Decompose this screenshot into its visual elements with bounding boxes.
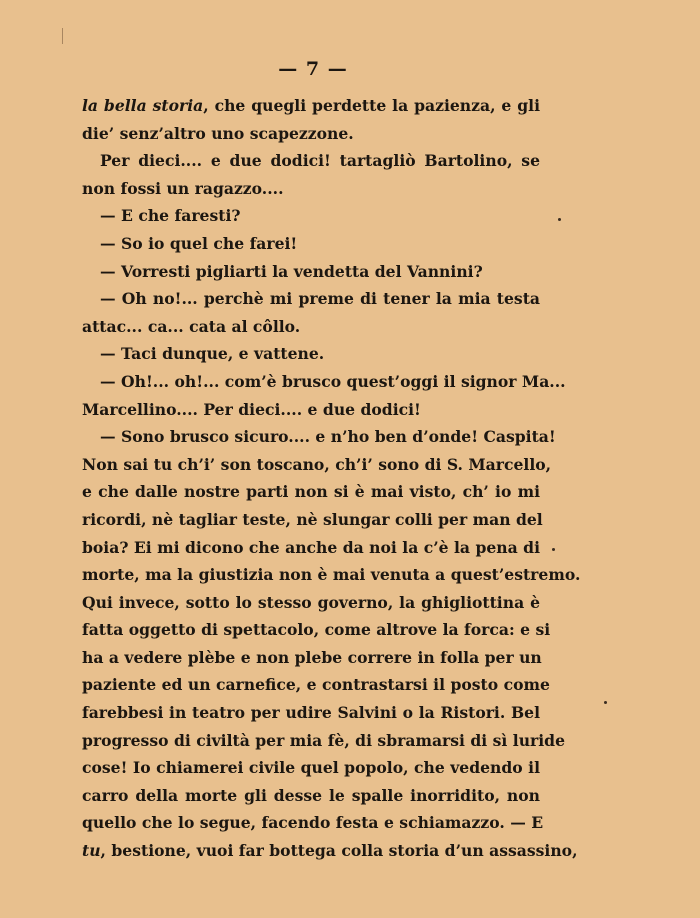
text-line: non fossi un ragazzo.... bbox=[82, 178, 284, 198]
text-line: attac... ca... cata al côllo. bbox=[82, 316, 301, 336]
text-line: — Oh!... oh!... com’è brusco quest’oggi il signor Ma... bbox=[100, 371, 566, 391]
paper-speck bbox=[558, 218, 561, 221]
text-line: Qui invece, sotto lo stesso governo, la ghigliottina è bbox=[82, 592, 540, 612]
body-text bbox=[82, 92, 581, 865]
text-line: — Oh no!... perchè mi preme di tener la mia testa bbox=[100, 289, 540, 309]
margin-mark bbox=[62, 28, 63, 44]
text-line: die’ senz’altro uno scapezzone. bbox=[82, 123, 354, 143]
text-line bbox=[82, 92, 540, 120]
text-line: — Sono brusco sicuro.... e n’ho ben d’onde! Caspita! bbox=[100, 427, 556, 447]
italic-word: tu bbox=[82, 841, 101, 861]
text-line: ricordi, nè tagliar teste, nè slungar colli per man del bbox=[82, 509, 543, 529]
line-text: , che quegli perdette la pazienza, e gli bbox=[203, 96, 540, 115]
text-line: Non sai tu ch’i’ son toscano, ch’i’ sono di S. Marcello, bbox=[82, 454, 552, 474]
text-line bbox=[82, 837, 578, 865]
text-line: cose! Io chiamerei civile quel popolo, che vedendo il bbox=[82, 758, 540, 778]
paper-speck bbox=[552, 548, 555, 551]
text-line: paziente ed un carnefice, e contrastarsi il posto come bbox=[82, 675, 550, 695]
text-line: Marcellino.... Per dieci.... e due dodici! bbox=[82, 399, 421, 419]
text-line: — So io quel che farei! bbox=[100, 233, 298, 253]
page-number: — 7 — bbox=[278, 58, 348, 80]
italic-phrase: la bella storia bbox=[82, 96, 204, 115]
text-line: ha a vedere plèbe e non plebe correre in folla per un bbox=[82, 647, 542, 667]
text-line: carro della morte gli desse le spalle inorridito, non bbox=[82, 785, 540, 805]
text-line: — Taci dunque, e vattene. bbox=[100, 344, 325, 364]
paper-speck bbox=[604, 701, 607, 704]
text-line: — E che faresti? bbox=[100, 206, 241, 226]
text-line: e che dalle nostre parti non si è mai visto, ch’ io mi bbox=[82, 482, 540, 502]
line-text: , bestione, vuoi far bottega colla storia d’un assassino, bbox=[100, 841, 578, 861]
text-line: farebbesi in teatro per udire Salvini o la Ristori. Bel bbox=[82, 703, 540, 723]
text-line: quello che lo segue, facendo festa e schiamazzo. — E bbox=[82, 813, 544, 833]
text-line: boia? Ei mi dicono che anche da noi la c’è la pena di bbox=[82, 537, 540, 557]
text-line: morte, ma la giustizia non è mai venuta a quest’estremo. bbox=[82, 565, 581, 585]
text-line: Per dieci.... e due dodici! tartagliò Bartolino, se bbox=[100, 151, 540, 171]
text-line: — Vorresti pigliarti la vendetta del Vannini? bbox=[100, 261, 483, 281]
text-line: fatta oggetto di spettacolo, come altrove la forca: e si bbox=[82, 620, 551, 640]
text-line: progresso di civiltà per mia fè, di sbramarsi di sì luride bbox=[82, 730, 566, 750]
